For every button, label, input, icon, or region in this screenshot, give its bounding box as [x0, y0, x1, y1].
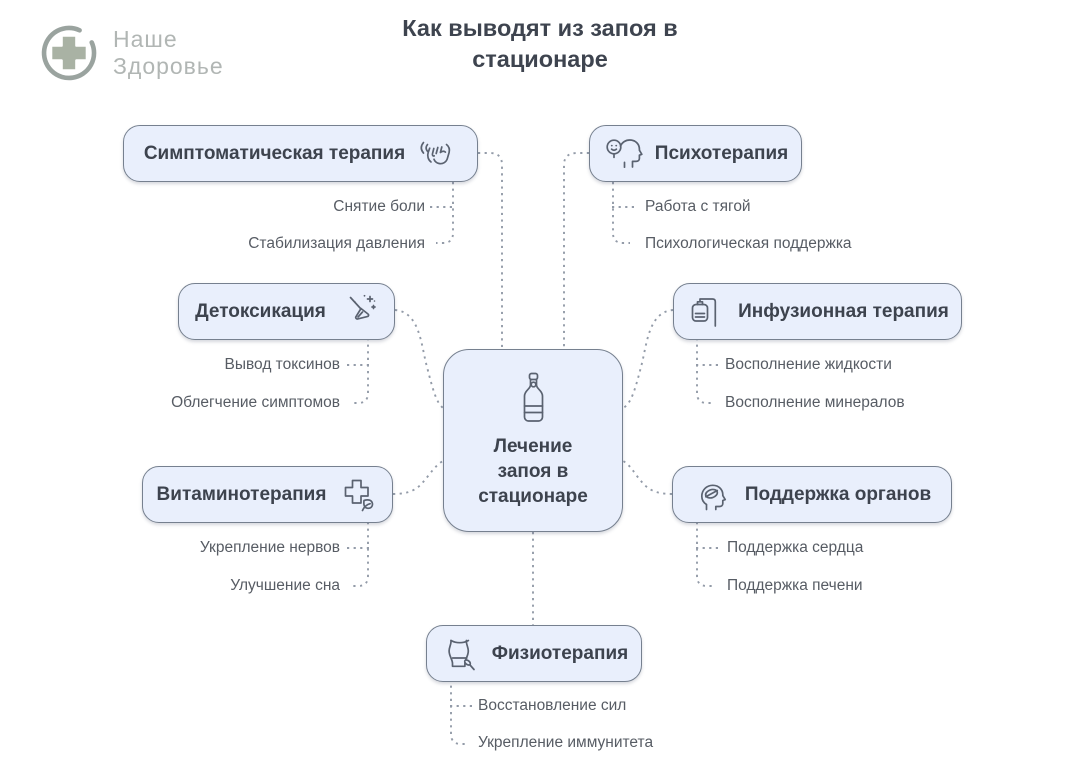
sub-item: Укрепление нервов: [199, 539, 340, 556]
center-node-label: Лечение запоя в стационаре: [478, 436, 588, 507]
spine-vitamin: [350, 522, 368, 586]
sub-item: Вывод токсинов: [224, 356, 340, 373]
node-label: Психотерапия: [654, 142, 789, 164]
psychology-head-icon: [603, 134, 643, 174]
spine-organs: [697, 522, 715, 586]
sub-item: Восстановление сил: [478, 697, 627, 714]
head-organ-icon: [693, 475, 733, 515]
sub-item: Стабилизация давления: [248, 235, 425, 252]
node-detox: [178, 283, 395, 340]
spine-psycho: [613, 182, 630, 243]
logo-line1: Наше: [113, 26, 178, 52]
node-label: Витаминотерапия: [156, 483, 327, 505]
sub-item: Психологическая поддержка: [645, 235, 852, 252]
node-infusion-therapy: [673, 283, 962, 340]
node-organ-support: [672, 466, 952, 523]
spine-symptomatic: [436, 182, 453, 243]
sub-item: Восполнение жидкости: [725, 356, 892, 373]
broom-icon: [338, 292, 378, 332]
bottle-icon: [520, 372, 547, 425]
node-symptomatic-therapy: [123, 125, 478, 182]
sub-item: Поддержка сердца: [727, 539, 864, 556]
spine-physio: [451, 679, 468, 744]
node-physiotherapy: [426, 625, 642, 682]
cross-leaf-icon: [338, 475, 378, 515]
node-label: Детоксикация: [195, 300, 326, 322]
connector-symptomatic-center: [478, 153, 502, 349]
connector-vitamin-center: [393, 461, 443, 494]
node-label: Симптоматическая терапия: [143, 142, 406, 164]
body-therapy-icon: [440, 634, 480, 674]
logo-text: [113, 26, 224, 80]
spine-detox: [350, 338, 368, 403]
tremor-hands-icon: [417, 134, 457, 174]
iv-drip-icon: [686, 292, 726, 332]
node-center-treatment: [443, 349, 623, 532]
node-label: Физиотерапия: [491, 642, 629, 664]
connector-psycho-center: [564, 153, 589, 349]
sub-item: Облегчение симптомов: [171, 394, 340, 411]
sub-item: Работа с тягой: [645, 198, 751, 215]
sub-item: Улучшение сна: [230, 577, 340, 594]
sub-item: Снятие боли: [333, 198, 425, 215]
node-label: Поддержка органов: [744, 483, 932, 505]
connector-organs-center: [623, 461, 672, 494]
connector-infusion-center: [623, 310, 673, 408]
spine-infusion: [697, 338, 715, 403]
sub-item: Поддержка печени: [727, 577, 863, 594]
sub-item: Восполнение минералов: [725, 394, 905, 411]
page-title: Как выводят из запоя в стационаре: [402, 15, 678, 72]
sub-item: Укрепление иммунитета: [478, 734, 654, 751]
node-psychotherapy: [589, 125, 802, 182]
medical-cross-logo-icon: [38, 22, 100, 84]
node-label: Инфузионная терапия: [738, 300, 949, 322]
logo-line2: Здоровье: [113, 53, 224, 79]
node-vitamin-therapy: [142, 466, 393, 523]
connector-detox-center: [395, 310, 443, 408]
logo: [38, 22, 224, 84]
